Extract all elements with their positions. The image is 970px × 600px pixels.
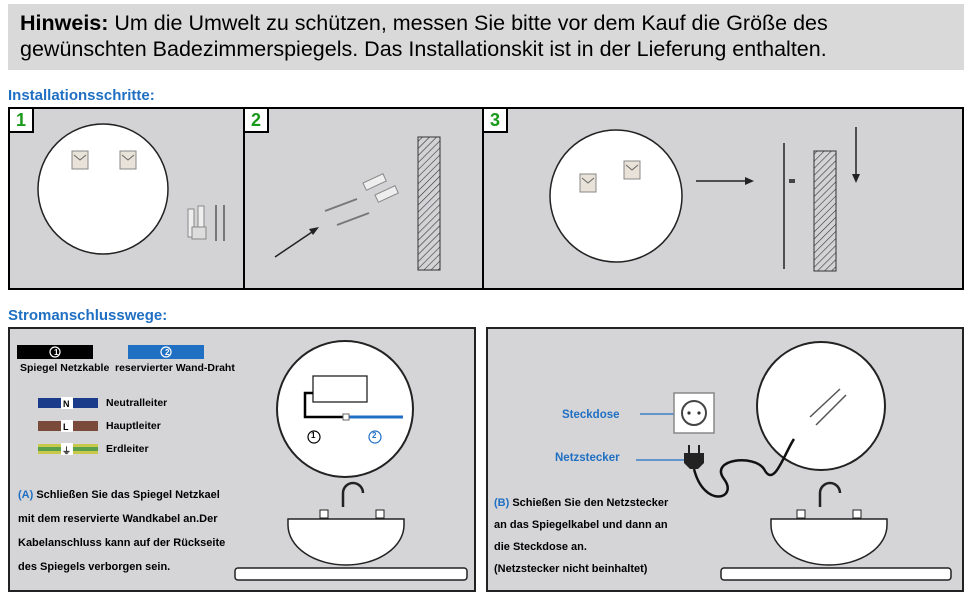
hanger-bracket-right (120, 151, 136, 169)
notice-line2: gewünschten Badezimmerspiegels. Das Installationskit ist in der Lieferung enthalten. (20, 37, 827, 61)
notice-banner (8, 4, 964, 70)
arrow-down-icon (852, 127, 860, 183)
wall-section (418, 137, 440, 270)
step-3-panel (482, 107, 964, 290)
arrow-icon (275, 227, 319, 257)
step-1-illustration (10, 109, 243, 288)
sink-icon (721, 483, 951, 580)
wall-section (814, 151, 836, 271)
notice-line1: Um die Umwelt zu schützen, messen Sie bitte vor dem Kauf die Größe des (108, 11, 828, 35)
step-3-illustration (484, 109, 962, 288)
neutral-code: N (63, 399, 70, 409)
round-mirror (550, 130, 682, 262)
power-title: Stromanschlusswege: (8, 307, 168, 324)
instruction-a-line2: mit dem reservierte Wandkabel an.Der (18, 513, 218, 525)
instruction-b-line2: an das Spiegelkabel und dann an (494, 519, 668, 531)
instruction-a-prefix: (A) (18, 489, 34, 501)
install-title: Installationsschritte: (8, 87, 155, 104)
socket-label: Steckdose (562, 409, 620, 421)
step-2-number: 2 (245, 109, 269, 133)
detail-number-1: 1 (311, 431, 316, 440)
neutral-label: Neutralleiter (106, 397, 168, 409)
round-mirror (38, 124, 168, 254)
cable1-label: Spiegel Netzkable (20, 362, 110, 374)
socket-icon (674, 393, 714, 433)
screws-and-dowels (325, 174, 398, 225)
step-1-panel (8, 107, 245, 290)
instruction-a-line4: des Spiegels verborgen sein. (18, 561, 171, 573)
notice-label: Hinweis: (20, 11, 109, 35)
hanger-bracket-left (580, 174, 596, 192)
hanger-bracket-right (624, 161, 640, 179)
plug-icon (684, 445, 704, 469)
earth-code: ⏚ (62, 446, 72, 456)
live-code: L (63, 422, 69, 432)
panel-a (8, 327, 476, 592)
instruction-a-line3: Kabelanschluss kann auf der Rückseite (18, 537, 226, 549)
dowels-and-screws (188, 205, 224, 241)
instruction-b-prefix: (B) (494, 497, 510, 509)
earth-label: Erdleiter (106, 443, 149, 455)
detail-circle (277, 341, 413, 477)
instruction-a (18, 483, 225, 579)
arrow-right-icon (696, 177, 754, 185)
instruction-a-line1: Schließen Sie das Spiegel Netzkael (33, 489, 220, 501)
plug-label: Netzstecker (555, 452, 620, 464)
instruction-b-line1: Schießen Sie den Netzstecker (509, 497, 669, 509)
step-1-number: 1 (10, 109, 34, 133)
instruction-b-line4: (Netzstecker nicht beinhaltet) (494, 563, 648, 575)
sink-icon (235, 483, 467, 580)
cable2-number: 2 (165, 348, 170, 357)
cable1-number: 1 (54, 348, 59, 357)
cable2-label: reservierter Wand-Draht (115, 362, 235, 374)
panel-b (486, 327, 964, 592)
detail-number-2: 2 (372, 431, 377, 440)
instruction-b-line3: die Steckdose an. (494, 541, 587, 553)
live-label: Hauptleiter (106, 420, 161, 432)
instruction-b (494, 492, 668, 580)
junction-box (313, 376, 367, 402)
step-2-panel (243, 107, 484, 290)
hanger-bracket-left (72, 151, 88, 169)
step-2-illustration (245, 109, 482, 288)
step-3-number: 3 (484, 109, 508, 133)
